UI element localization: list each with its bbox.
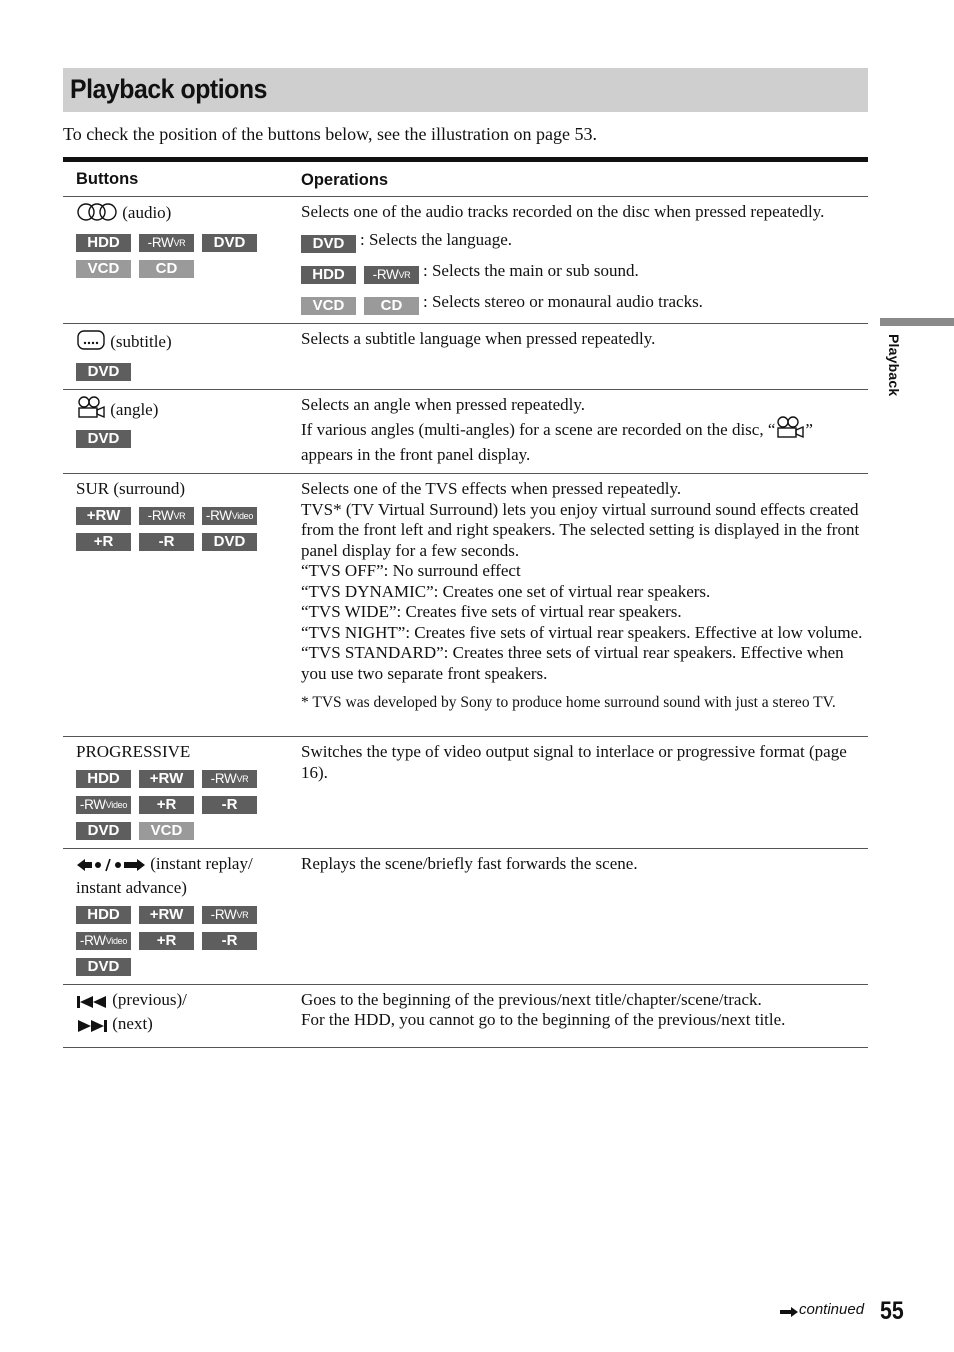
button-cell [63, 196, 288, 324]
side-tab-marker [880, 318, 954, 326]
operation-text: TVS* (TV Virtual Surround) lets you enjoy virtual surround sound effects created from the front left and right speakers. The selected setting is displayed in the front panel display for a few seconds. [301, 499, 860, 560]
audio-icon [76, 202, 118, 228]
badge-minus-r: -R [139, 533, 194, 551]
badge-vcd: VCD [139, 822, 194, 840]
badge-dvd: DVD [76, 958, 131, 976]
button-label: (instant replay/ instant advance) [76, 853, 253, 897]
operation-cell [288, 324, 868, 390]
badge-rwvideo: -RW Video [202, 507, 257, 525]
badge-plus-r: +R [139, 932, 194, 950]
badge-plus-rw: +RW [76, 507, 131, 525]
operation-text: “TVS DYNAMIC”: Creates one set of virtual rear speakers. [301, 581, 711, 601]
operation-text: Selects an angle when pressed repeatedly. [301, 394, 586, 414]
operation-cell [288, 389, 868, 474]
button-cell [63, 848, 288, 984]
badge-minus-r: -R [202, 932, 257, 950]
playback-options-table [63, 157, 868, 1048]
badge-minus-r: -R [202, 796, 257, 814]
button-cell [63, 389, 288, 474]
intro-text: To check the position of the buttons below, see the illustration on page 53. [63, 124, 597, 144]
operation-cell [288, 737, 868, 849]
angle-icon [76, 395, 106, 425]
badge-plus-r: +R [76, 533, 131, 551]
badge-rwvr: -RW VR [139, 507, 194, 525]
operation-text: For the HDD, you cannot go to the beginning of the previous/next title. [301, 1010, 786, 1029]
badge-dvd: DVD [202, 533, 257, 551]
operation-text: Goes to the beginning of the previous/next title/chapter/scene/track. [301, 989, 762, 1009]
previous-icon [76, 994, 108, 1015]
badge-operation: DVD : Selects the language. [301, 230, 864, 253]
button-cell [63, 737, 288, 849]
operation-text: Selects one of the TVS effects when pressed repeatedly. [301, 479, 682, 498]
operation-text: Selects a subtitle language when pressed repeatedly. [301, 329, 656, 348]
button-label: (audio) [122, 202, 172, 222]
badge-dvd: DVD [76, 363, 131, 381]
table-row [63, 848, 868, 984]
badge-cd: CD [139, 260, 194, 278]
badge-rwvr: -RW VR [364, 266, 419, 284]
operation-text: Selects one of the audio tracks recorded on the disc when pressed repeatedly. [301, 201, 825, 221]
button-label: (angle) [110, 399, 159, 419]
badge-dvd: DVD [202, 234, 257, 252]
page-title: Playback options [70, 74, 267, 104]
operation-text: Switches the type of video output signal to interlace or progressive format (page 16). [301, 742, 847, 782]
header-buttons: Buttons [63, 160, 288, 197]
button-cell [63, 474, 288, 737]
badge-plus-rw: +RW [139, 906, 194, 924]
badge-cd: CD [364, 297, 419, 315]
badge-vcd: VCD [76, 260, 131, 278]
badge-rwvr: -RW VR [202, 770, 257, 788]
button-label-next: (next) [112, 1014, 153, 1033]
operation-text: “TVS NIGHT”: Creates five sets of virtual rear speakers. Effective at low volume. [301, 622, 863, 642]
badge-hdd: HDD [76, 234, 131, 252]
button-label: PROGRESSIVE [76, 742, 191, 761]
button-label: (subtitle) [110, 332, 172, 351]
badge-hdd: HDD [76, 906, 131, 924]
operation-text: If various angles (multi-angles) for a scene are recorded on the disc, “ ” appears in the front panel display. [301, 415, 864, 465]
page-number: 55 [880, 1297, 904, 1325]
badge-hdd: HDD [76, 770, 131, 788]
angle-icon [775, 415, 805, 445]
button-cell [63, 984, 288, 1047]
badge-operation: VCD CD : Selects stereo or monaural audio tracks. [301, 292, 864, 315]
table-row [63, 474, 868, 737]
button-cell [63, 324, 288, 390]
table-row [63, 389, 868, 474]
badge-vcd: VCD [301, 297, 356, 315]
footnote: * TVS was developed by Sony to produce home surround sound with just a stereo TV. [301, 694, 836, 711]
badge-operation: HDD -RW VR : Selects the main or sub sound. [301, 261, 864, 284]
operation-text: Replays the scene/briefly fast forwards the scene. [301, 853, 638, 873]
operation-text: “TVS WIDE”: Creates five sets of virtual rear speakers. [301, 602, 682, 621]
table-row [63, 737, 868, 849]
table-row [63, 984, 868, 1047]
operation-cell [288, 848, 868, 984]
header-operations: Operations [288, 160, 868, 197]
operation-text: “TVS OFF”: No surround effect [301, 561, 521, 580]
badge-rwvideo: -RW Video [76, 796, 131, 814]
operation-cell [288, 474, 868, 737]
badge-rwvr: -RW VR [139, 234, 194, 252]
next-icon [76, 1018, 108, 1039]
badge-plus-rw: +RW [139, 770, 194, 788]
button-label: SUR (surround) [76, 479, 186, 498]
badge-dvd: DVD [301, 235, 356, 253]
badge-dvd: DVD [76, 430, 131, 448]
subtitle-icon [76, 329, 106, 357]
badge-plus-r: +R [139, 796, 194, 814]
operation-cell [288, 984, 868, 1047]
badge-rwvideo: -RW Video [76, 932, 131, 950]
badge-rwvr: -RW VR [202, 906, 257, 924]
side-section-label: Playback [886, 334, 902, 397]
title-bar [63, 68, 868, 112]
table-row [63, 324, 868, 390]
button-label-previous: (previous)/ [112, 989, 187, 1009]
badge-hdd: HDD [301, 266, 356, 284]
arrow-right-icon [779, 1305, 799, 1322]
operation-cell [288, 196, 868, 324]
badge-dvd: DVD [76, 822, 131, 840]
instant-replay-advance-icon [76, 857, 146, 879]
table-row [63, 196, 868, 324]
continued-note: continued [779, 1301, 864, 1322]
operation-text: “TVS STANDARD”: Creates three sets of virtual rear speakers. Effective when you use two separate front speakers. [301, 643, 844, 683]
